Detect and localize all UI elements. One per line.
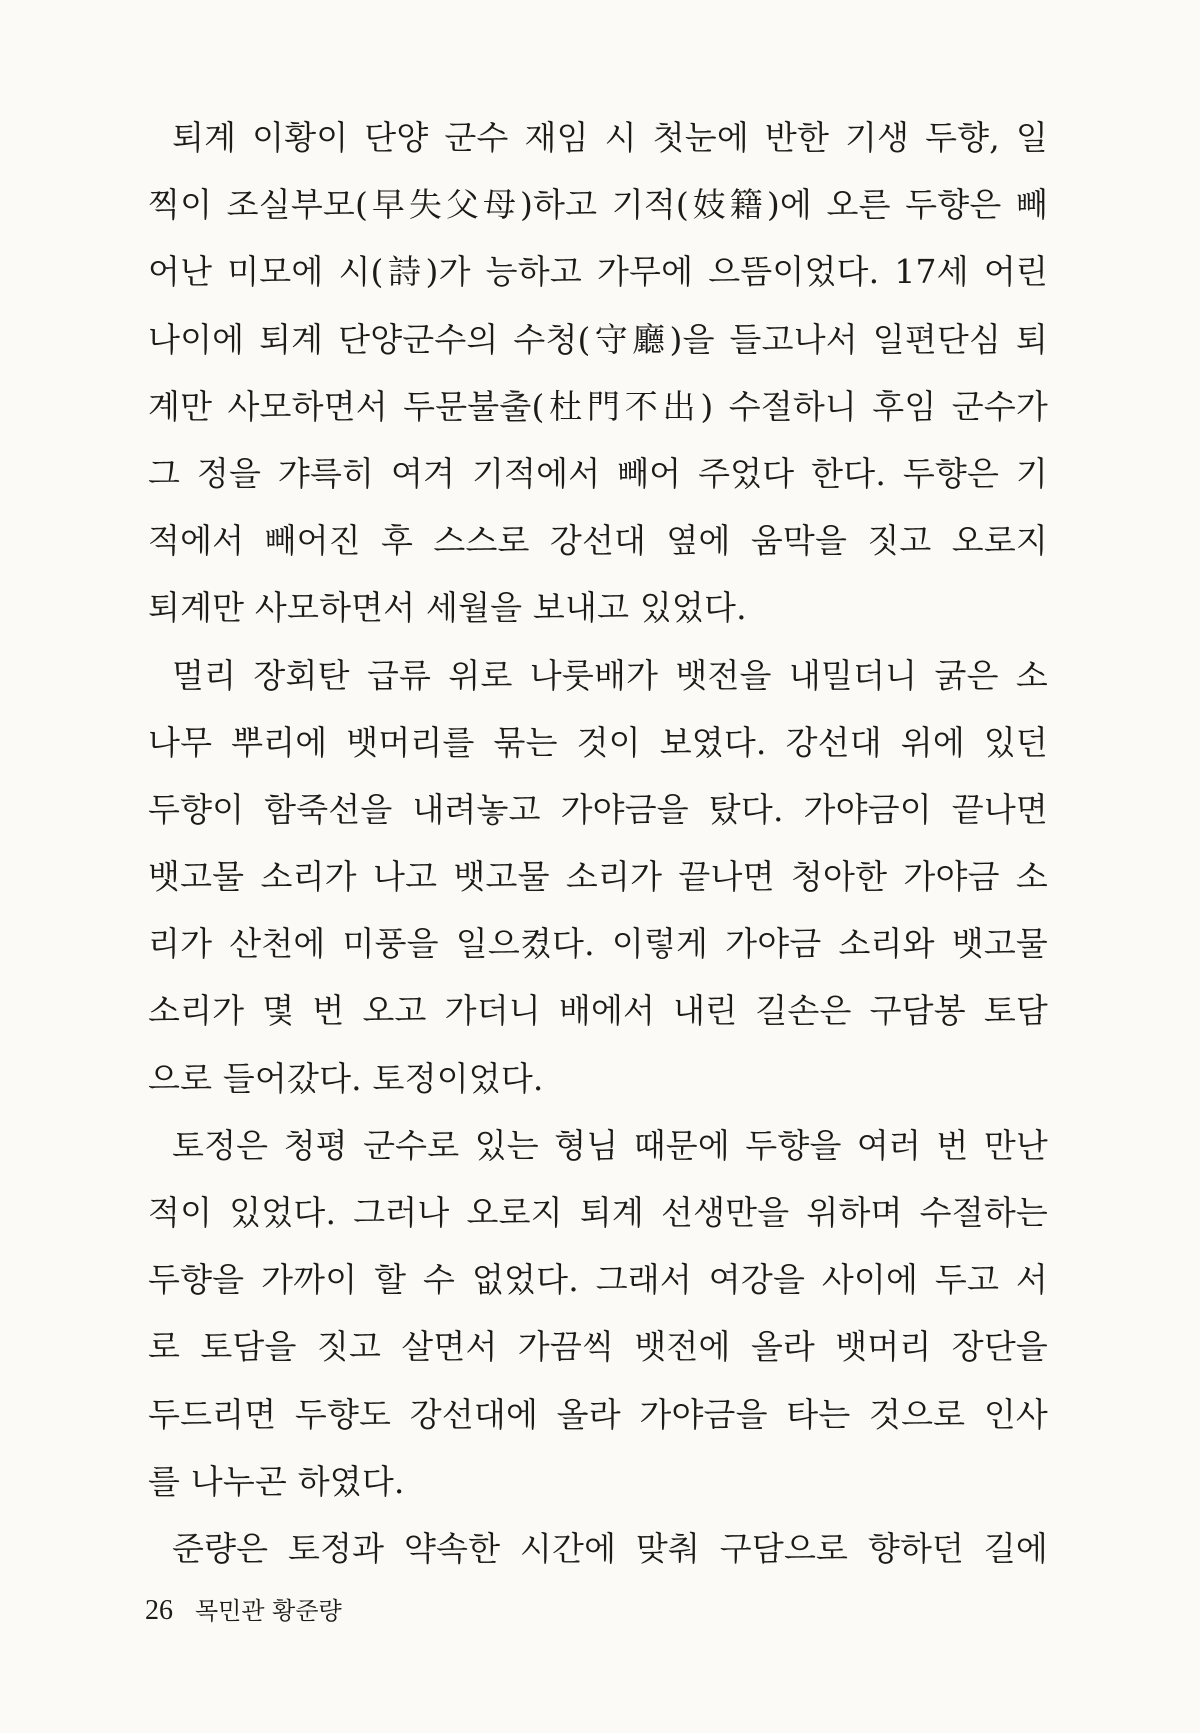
text-line: 토정은 청평 군수로 있는 형님 때문에 두향을 여러 번 만난: [172, 1125, 1048, 1165]
paragraph-4: [148, 1515, 1048, 1582]
text-line: 어난 미모에 시(詩)가 능하고 가무에 으뜸이었다. 17세 어린: [148, 252, 1048, 292]
text-line: 퇴계 이황이 단양 군수 재임 시 첫눈에 반한 기생 두향, 일: [172, 118, 1048, 157]
text-line: 찍이 조실부모(早失父母)하고 기적(妓籍)에 오른 두향은 빼: [148, 185, 1048, 225]
page-number: 26: [145, 1595, 173, 1626]
running-title: 목민관 황준량: [194, 1597, 342, 1625]
text-line: 두드리면 두향도 강선대에 올라 가야금을 타는 것으로 인사: [148, 1394, 1048, 1434]
text-line: 두향을 가까이 할 수 없었다. 그래서 여강을 사이에 두고 서: [148, 1260, 1048, 1300]
text-line: 리가 산천에 미풍을 일으켰다. 이렇게 가야금 소리와 뱃고물: [148, 924, 1048, 964]
text-line: 두향이 함죽선을 내려놓고 가야금을 탔다. 가야금이 끝나면: [148, 789, 1048, 829]
text-line: 를 나누곤 하였다.: [148, 1461, 405, 1501]
text-line: 계만 사모하면서 두문불출(杜門不出) 수절하니 후임 군수가: [148, 386, 1048, 426]
text-line: 소리가 몇 번 오고 가더니 배에서 내린 길손은 구담봉 토담: [148, 991, 1048, 1031]
paragraph-1: [148, 104, 1048, 642]
text-line: 적이 있었다. 그러나 오로지 퇴계 선생만을 위하며 수절하는: [148, 1193, 1048, 1232]
text-line: 그 정을 갸륵히 여겨 기적에서 빼어 주었다 한다. 두향은 기: [148, 453, 1048, 493]
body-text: [148, 104, 1048, 1582]
text-line: 퇴계만 사모하면서 세월을 보내고 있었다.: [148, 588, 747, 628]
text-line: 멀리 장회탄 급류 위로 나룻배가 뱃전을 내밀더니 굵은 소: [172, 655, 1048, 695]
text-line: 으로 들어갔다. 토정이었다.: [148, 1058, 544, 1098]
page-footer: [145, 1596, 342, 1626]
text-line: 나무 뿌리에 뱃머리를 묶는 것이 보였다. 강선대 위에 있던: [148, 722, 1048, 762]
paragraph-2: [148, 642, 1048, 1112]
text-line: 준량은 토정과 약속한 시간에 맞춰 구담으로 향하던 길에: [172, 1528, 1048, 1568]
paragraph-3: [148, 1112, 1048, 1515]
text-line: 뱃고물 소리가 나고 뱃고물 소리가 끝나면 청아한 가야금 소: [148, 857, 1048, 897]
text-line: 로 토담을 짓고 살면서 가끔씩 뱃전에 올라 뱃머리 장단을: [148, 1327, 1048, 1367]
text-line: 나이에 퇴계 단양군수의 수청(守廳)을 들고나서 일편단심 퇴: [148, 319, 1048, 359]
text-line: 적에서 빼어진 후 스스로 강선대 옆에 움막을 짓고 오로지: [148, 521, 1048, 561]
